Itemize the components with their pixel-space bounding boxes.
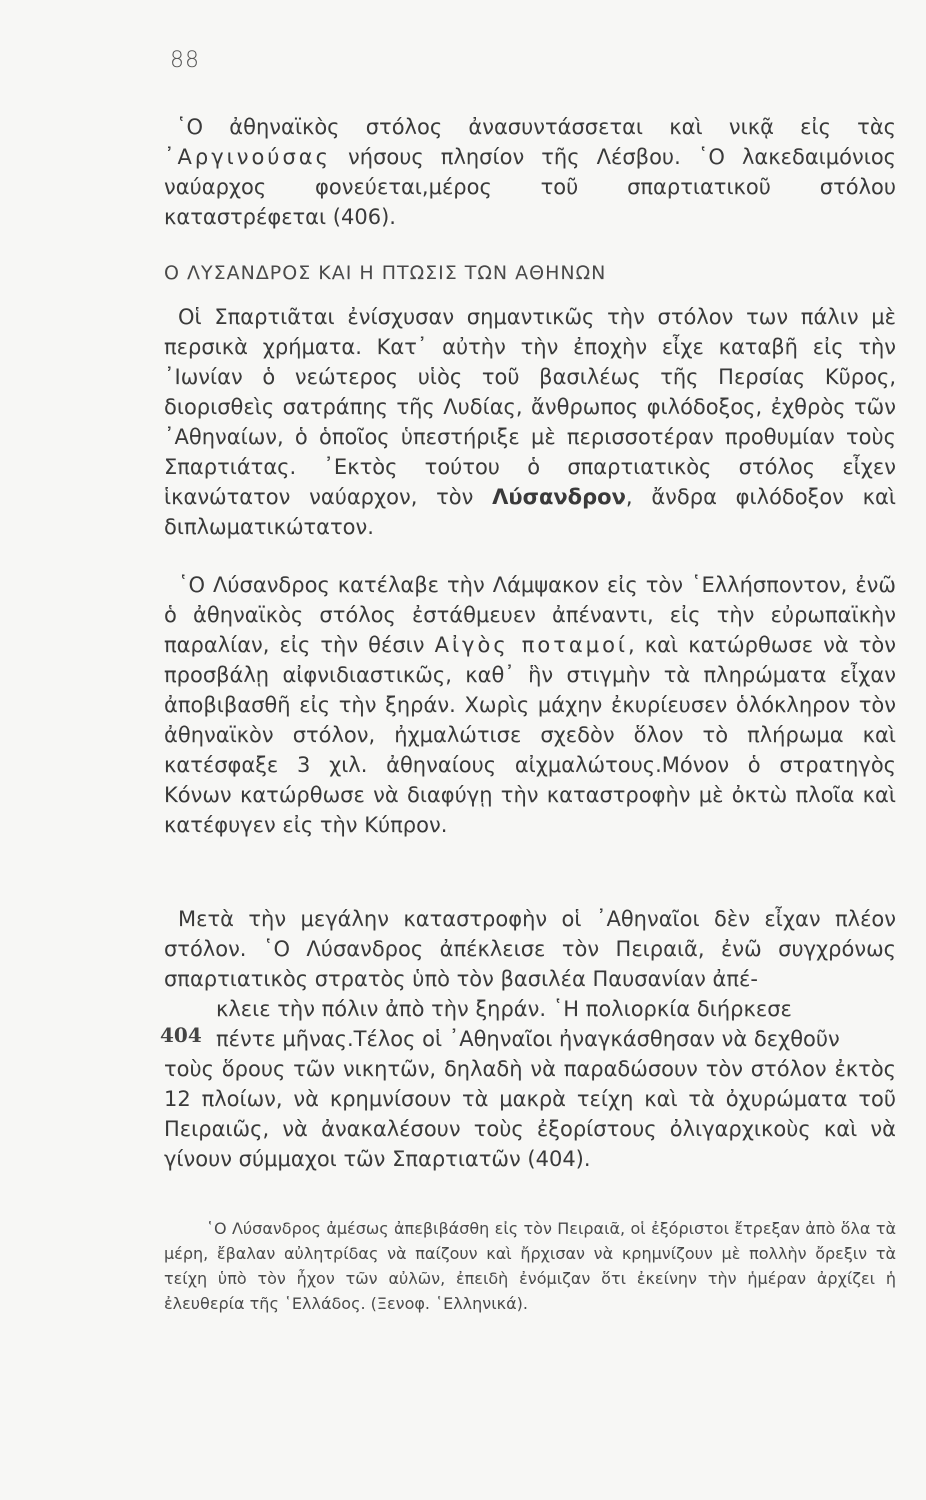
paragraph-aegospotami-end: , καὶ κατώρθωσε νὰ τὸν προσβάλῃ αἰφνιδιαστικῶς, καθ᾿ ἣν στιγμὴν τὰ πληρώματα εἶχαν ἀποβιβασθῆ εἰς τὴν ξηράν. Χωρὶς μάχην ἐκυρίευσεν ὁλόκληρον τὸν ἀθηναϊκὸν στόλον, ἠχμαλώτισε σχεδὸν ὅλον τὸ πλήρωμα καὶ κατέσφαξε 3 χιλ. ἀθηναίους αἰχμαλώτους.Μόνον ὁ στρατηγὸς Κόνων κατώρθωσε νὰ διαφύγῃ τὴν καταστροφὴν μὲ ὀκτὼ πλοῖα καὶ κατέφυγεν εἰς τὴν Κύπρον. — [164, 633, 897, 837]
paragraph-lysander-end: , ἄνδρα φιλόδοξον καὶ διπλωματικώτατον. — [164, 485, 896, 539]
page-number: 88 — [170, 48, 200, 73]
paragraph-siege-line-a: κλειε τὴν πόλιν ἀπὸ τὴν ξηράν. ῾Η πολιορκία διήρκεσε — [216, 997, 792, 1021]
paragraph-siege-part2: τοὺς ὅρους τῶν νικητῶν, δηλαδὴ νὰ παραδώσουν τὸν στόλον ἐκτὸς 12 πλοίων, νὰ κρημνίσουν τὰ μακρὰ τείχη καὶ τὰ ὀχυρώματα τοῦ Πειραιῶς, νὰ ἀνακαλέσουν τοὺς ἐξορίστους ὀλιγαρχικοὺς καὶ νὰ γίνουν σύμμαχοι τῶν Σπαρτιατῶν (404). — [164, 1057, 896, 1171]
footnote-quote — [164, 1216, 896, 1316]
intro-paragraph — [164, 112, 896, 232]
section-heading: Ο ΛΥΣΑΝΔΡΟΣ ΚΑΙ Η ΠΤΩΣΙΣ ΤΩΝ ΑΘΗΝΩΝ — [164, 262, 607, 284]
intro-place-name: ᾿Αργινούσας — [164, 145, 331, 169]
lysander-name: Λύσανδρον — [492, 485, 626, 509]
paragraph-aegospotami — [164, 570, 896, 840]
paragraph-siege-line-b: πέντε μῆνας.Τέλος οἱ ᾿Αθηναῖοι ἠναγκάσθησαν νὰ δεχθοῦν — [216, 1027, 840, 1051]
footnote-text: ῾Ο Λύσανδρος ἀμέσως ἀπεβιβάσθη εἰς τὸν Πειραιᾶ, οἱ ἐξόριστοι ἔτρεξαν ἀπὸ ὅλα τὰ μέρη, ἔβαλαν αὐλητρίδας νὰ παίζουν καὶ ἤρχισαν νὰ κρημνίζουν μὲ πολλὴν ὄρεξιν τὰ τείχη ὑπὸ τὸν ἦχον τῶν αὐλῶν, ἐπειδὴ ἐνόμιζαν ὅτι ἐκείνην τὴν ἡμέραν ἀρχίζει ἡ ἐλευθερία τῆς ῾Ελλάδος. (Ξενοφ. ῾Ελληνικά). — [164, 1219, 896, 1313]
intro-text-start: ῾Ο ἀθηναϊκὸς στόλος ἀνασυντάσσεται καὶ νικᾷ εἰς τὰς — [176, 115, 896, 139]
paragraph-lysander — [164, 302, 896, 542]
paragraph-siege — [164, 904, 896, 1174]
intro-text-end: νήσους πλησίον τῆς Λέσβου. ῾Ο λακεδαιμόνιος ναύαρχος φονεύεται,μέρος τοῦ σπαρτιατικοῦ στόλου καταστρέφεται (406). — [164, 145, 896, 229]
margin-year: 404 — [160, 1023, 202, 1047]
paragraph-lysander-start: Οἱ Σπαρτιᾶται ἐνίσχυσαν σημαντικῶς τὴν στόλον των πάλιν μὲ περσικὰ χρήματα. Κατ᾿ αὐτὴν τὴν ἐποχὴν εἶχε καταβῆ εἰς τὴν ᾿Ιωνίαν ὁ νεώτερος υἱὸς τοῦ βασιλέως τῆς Περσίας Κῦρος, διορισθεὶς σατράπης τῆς Λυδίας, ἄνθρωπος φιλόδοξος, ἐχθρὸς τῶν ᾿Αθηναίων, ὁ ὁποῖος ὑπεστήριξε μὲ περισσοτέραν προθυμίαν τοὺς Σπαρτιάτας. ᾿Εκτὸς τούτου ὁ σπαρτιατικὸς στόλος εἶχεν ἱκανώτατον ναύαρχον, τὸν — [164, 305, 896, 509]
paragraph-siege-part1: Μετὰ τὴν μεγάλην καταστροφὴν οἱ ᾿Αθηναῖοι δὲν εἶχαν πλέον στόλον. ῾Ο Λύσανδρος ἀπέκλεισε τὸν Πειραιᾶ, ἐνῶ συγχρόνως σπαρτιατικὸς στρατὸς ὑπὸ τὸν βασιλέα Παυσανίαν ἀπέ- — [164, 907, 896, 991]
aegospotami-place-name: Αἰγὸς ποταμοί — [434, 633, 629, 657]
paragraph-aegospotami-start: ῾Ο Λύσανδρος κατέλαβε τὴν Λάμψακον εἰς τὸν ῾Ελλήσποντον, ἐνῶ ὁ ἀθηναϊκὸς στόλος ἐστάθμευεν ἀπέναντι, εἰς τὴν εὐρωπαϊκὴν παραλίαν, εἰς τὴν θέσιν — [164, 573, 896, 657]
